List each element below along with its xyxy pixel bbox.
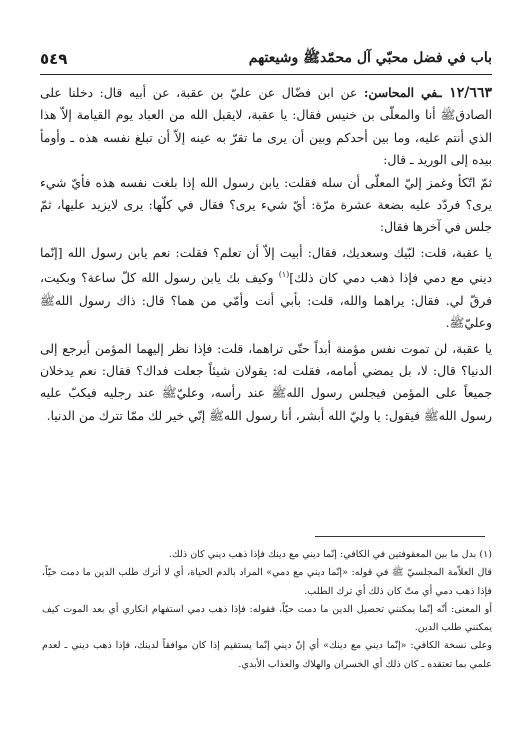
footnote-divider [315,536,485,537]
main-text [40,82,492,427]
footnote-1: (١) بدل ما بين المعقوفتين في الكافي: إنّما ديني مع دينك فإذا ذهب ديني كان ذلك. [168,549,492,560]
hadith-paragraph-4: يا عقبة، لن تموت نفس مؤمنة أبداً حتّى تراهما، قلت: فإذا نظر إليهما المؤمن أيرجع إلى الدنيا؟ قال: لا، بل يمضي أمامه، فقلت له: يقولان شيئاً جعلت فداك؟ فقال: نعم يدخلان جميعاً على المؤمن فيجلس رسول اللهﷺ عند رأسه، وعليّﷺ عند رجليه فيكبّ عليه رسول اللهﷺ فيقول: يا وليّ الله أبشر، أنا رسول اللهﷺ إنّي خير لك ممّا تترك من الدنيا. [40,341,492,423]
hadith-paragraph-1 [40,82,492,172]
hadith-text-1: عن ابن فضّال عن عليّ بن عقبة، عن أبيه قال: دخلنا على الصادقﷺ أنا والمعلّى بن خنيس فقال: يا عقبة، لايقبل الله من العباد يوم القيامة إلاّ هذا الذي أنتم عليه، وما بين أحدكم وبين أن يرى ما تقرّ به عينه إلاّ أن تبلغ نفسه هذه ـ وأومأ بيده إلى الوريد ـ قال: [40,86,492,168]
page-number: ٥٤٩ [40,50,68,68]
hadith-number: ١٢/٦٦٣ ـ [437,85,492,101]
hadith-paragraph-3: يا عقبة، قلت: لبّيك وسعديك، فقال: أبيت إلاّ أن تعلم؟ فقلت: نعم يابن رسول الله [إنّما ديني مع دمي فإذا ذهب دمي كان ذلك]$^{(١)}$ وكيف بك يابن رسول الله كلّ ساعة؟ وبكيت، فرقّ لي. فقال: يراهما والله، قلت: بأبي أنت وأمّي من هما؟ قال: ذاك رسول اللهﷺ وعليّﷺ. [40,245,493,331]
footnote-2: قال العلاّمة المجلسيّ ﷺ في قوله: «إنّما ديني مع دمي» المراد بالدم الحياة، أي لا أترك طلب الدين ما دمت حيّاً، فإذا ذهب دمي أي متّ كان ذلك أي ترك الطلب. [42,567,492,597]
page-header [40,44,492,75]
chapter-title: باب في فضل محبّي آل محمّدﷺ وشيعتهم [248,50,492,66]
footnote-4: وعلى نسخة الكافي: «إنّما ديني مع دينك» أي إنّ ديني إنّما يستقيم إذا كان موافقاً لدينك، فإذا ذهب ديني ـ لعدم علمي بما تعتقده ـ كان ذلك أي الخسران والهلاك والعذاب الأبدي. [42,640,492,670]
footnote-ref[interactable]: (١) [278,270,290,280]
footnote-3: أو المعنى: أنّه إنّما يمكنني تحصيل الدين ما دمت حيّاً، فقوله: فإذا ذهب دمي استفهام انكاري أي بعد الموت كيف يمكنني طلب الدين. [42,603,492,634]
footnotes [42,546,492,674]
hadith-paragraph-2: ثمّ اتّكأ وغمز إليّ المعلّى أن سله فقلت: يابن رسول الله إذا بلغت نفسه هذه فأيّ شيء يرى؟ فردّد عليه بضعة عشرة مرّة: أيّ شيء يرى؟ فقال في كلّها: يرى لايزيد عليها، ثمّ جلس في آخرها فقال: [40,175,492,235]
hadith-source: في المحاسن: [363,85,438,100]
